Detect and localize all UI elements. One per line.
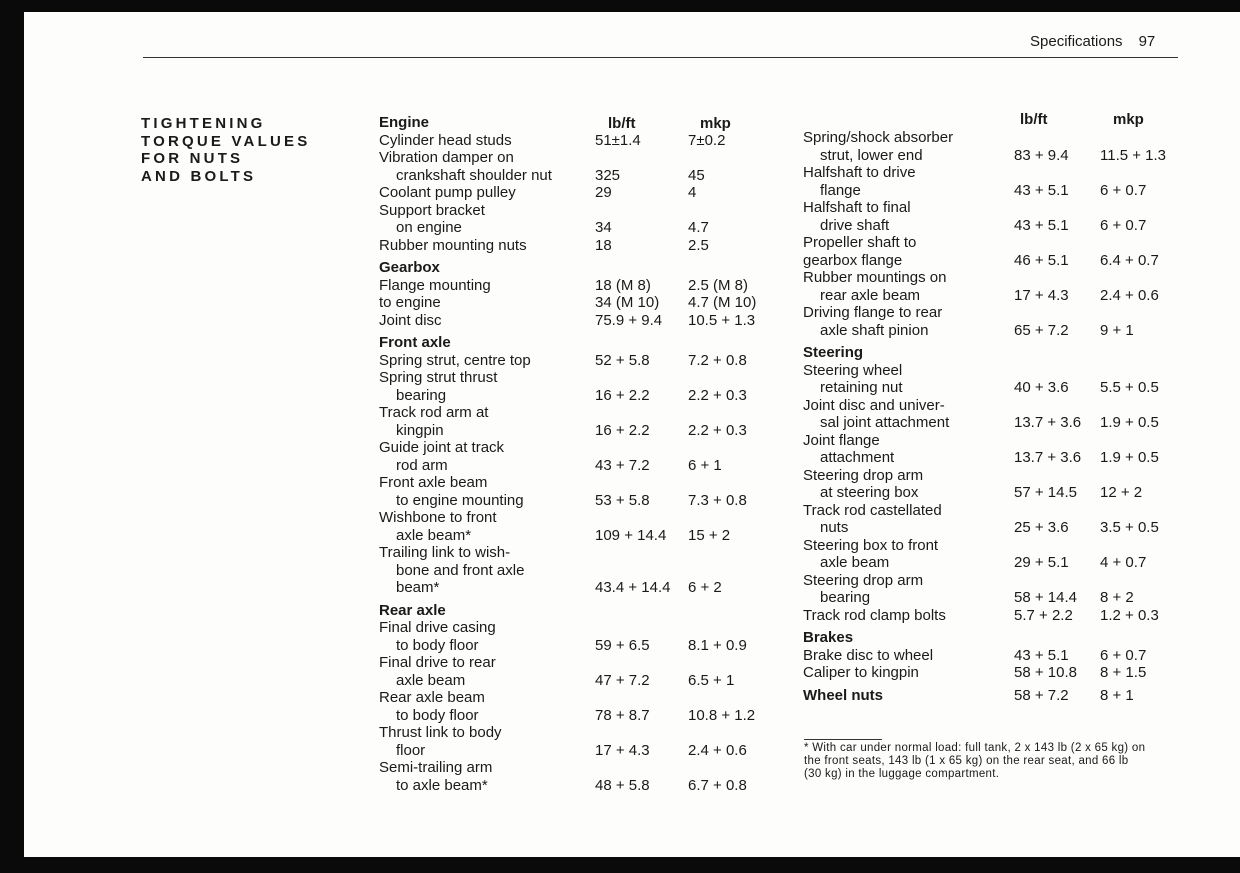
torque-row bbox=[803, 554, 1183, 572]
torque-mkp-value: 6.5 + 1 bbox=[688, 671, 735, 689]
torque-row bbox=[379, 422, 779, 440]
component-label: Rubber mountings on bbox=[803, 269, 947, 286]
group-heading: Rear axle bbox=[379, 601, 446, 619]
component-label: axle beam bbox=[396, 671, 466, 689]
torque-row bbox=[379, 132, 779, 150]
torque-row bbox=[379, 312, 779, 330]
torque-row bbox=[803, 199, 1183, 217]
component-label: Spring strut thrust bbox=[379, 369, 498, 386]
component-label: to axle beam* bbox=[396, 776, 488, 794]
torque-row bbox=[803, 449, 1183, 467]
torque-mkp-value: 4 bbox=[688, 184, 697, 201]
group-heading: Gearbox bbox=[379, 259, 440, 276]
torque-table-right bbox=[803, 129, 1183, 704]
component-label: sal joint attachment bbox=[820, 414, 950, 431]
component-label: Coolant pump pulley bbox=[379, 184, 516, 201]
torque-row bbox=[803, 234, 1183, 252]
component-label: drive shaft bbox=[820, 216, 890, 234]
torque-row bbox=[379, 619, 779, 637]
torque-row bbox=[803, 519, 1183, 537]
component-label: Steering wheel bbox=[803, 361, 903, 379]
section-title bbox=[141, 115, 310, 185]
component-label: rod arm bbox=[396, 456, 448, 474]
component-label: rear axle beam bbox=[820, 286, 921, 304]
torque-mkp-value: 7.3 + 0.8 bbox=[688, 491, 747, 509]
torque-mkp-value: 6 + 1 bbox=[688, 456, 722, 474]
torque-lbft-value: 13.7 + 3.6 bbox=[1014, 414, 1082, 431]
torque-lbft-value: 57 + 14.5 bbox=[1014, 484, 1077, 501]
torque-mkp-value: 2.5 (M 8) bbox=[688, 276, 749, 294]
torque-lbft-value: 65 + 7.2 bbox=[1014, 321, 1069, 339]
torque-row bbox=[803, 379, 1183, 397]
torque-row bbox=[379, 149, 779, 167]
torque-row bbox=[379, 707, 779, 725]
component-label: attachment bbox=[820, 449, 895, 466]
component-label: Semi-trailing arm bbox=[379, 759, 493, 776]
torque-mkp-value: 2.5 bbox=[688, 236, 709, 254]
component-label: floor bbox=[396, 741, 426, 759]
torque-row bbox=[803, 467, 1183, 485]
torque-lbft-value: 18 bbox=[595, 236, 612, 254]
footnote-rule bbox=[804, 739, 882, 740]
torque-lbft-value: 46 + 5.1 bbox=[1014, 251, 1069, 269]
torque-lbft-value: 52 + 5.8 bbox=[595, 351, 650, 369]
right-col-header-mkp: mkp bbox=[1113, 111, 1144, 128]
footnote: * With car under normal load: full tank, 2 x 143 lb (2 x 65 kg) on the front seats, 143 lb (1 x 65 kg) on the rear seat, and 66 lb (30 kg) in the luggage compartment. bbox=[804, 742, 1146, 780]
component-label: Vibration damper on bbox=[379, 149, 514, 166]
torque-mkp-value: 6.4 + 0.7 bbox=[1100, 251, 1159, 269]
component-label: Track rod clamp bolts bbox=[803, 606, 946, 624]
torque-row bbox=[803, 147, 1183, 165]
component-label: Steering box to front bbox=[803, 536, 939, 554]
torque-row bbox=[379, 759, 779, 777]
torque-row bbox=[379, 602, 779, 620]
component-label: bearing bbox=[396, 386, 447, 404]
torque-mkp-value: 2.4 + 0.6 bbox=[1100, 286, 1159, 304]
torque-mkp-value: 2.4 + 0.6 bbox=[688, 741, 747, 759]
component-label: Driving flange to rear bbox=[803, 304, 943, 321]
component-label: Propeller shaft to bbox=[803, 234, 917, 251]
component-label: strut, lower end bbox=[820, 146, 923, 164]
component-label: to engine mounting bbox=[396, 491, 524, 509]
torque-lbft-value: 29 bbox=[595, 184, 612, 201]
torque-mkp-value: 7.2 + 0.8 bbox=[688, 351, 747, 369]
torque-lbft-value: 75.9 + 9.4 bbox=[595, 311, 663, 329]
torque-row bbox=[379, 672, 779, 690]
torque-row bbox=[803, 362, 1183, 380]
component-label: Thrust link to body bbox=[379, 724, 502, 741]
component-label: bearing bbox=[820, 589, 871, 606]
component-label: Track rod castellated bbox=[803, 501, 942, 519]
component-label: Caliper to kingpin bbox=[803, 664, 919, 681]
component-label: axle beam* bbox=[396, 526, 472, 544]
component-label: Joint disc bbox=[379, 311, 442, 329]
component-label: gearbox flange bbox=[803, 251, 903, 269]
component-label: at steering box bbox=[820, 484, 919, 501]
torque-lbft-value: 325 bbox=[595, 166, 621, 184]
torque-row bbox=[379, 509, 779, 527]
section-title-line: TIGHTENING bbox=[141, 115, 266, 132]
torque-row bbox=[803, 537, 1183, 555]
torque-row bbox=[379, 114, 779, 132]
torque-row bbox=[379, 439, 779, 457]
torque-mkp-value: 15 + 2 bbox=[688, 526, 731, 544]
component-label: Spring/shock absorber bbox=[803, 129, 954, 146]
component-label: crankshaft shoulder nut bbox=[396, 166, 552, 184]
component-label: Trailing link to wish- bbox=[379, 544, 511, 561]
torque-row bbox=[379, 474, 779, 492]
torque-mkp-value: 3.5 + 0.5 bbox=[1100, 519, 1159, 536]
torque-row bbox=[803, 432, 1183, 450]
torque-lbft-value: 5.7 + 2.2 bbox=[1014, 606, 1073, 624]
component-label: Guide joint at track bbox=[379, 439, 505, 456]
component-label: bone and front axle bbox=[396, 561, 525, 579]
torque-row bbox=[803, 304, 1183, 322]
torque-mkp-value: 6 + 0.7 bbox=[1100, 646, 1147, 664]
torque-row bbox=[379, 352, 779, 370]
torque-mkp-value: 2.2 + 0.3 bbox=[688, 421, 747, 439]
torque-mkp-value: 6.7 + 0.8 bbox=[688, 776, 747, 794]
torque-row bbox=[803, 484, 1183, 502]
component-label: Wishbone to front bbox=[379, 509, 497, 526]
torque-row bbox=[803, 414, 1183, 432]
group-heading: Front axle bbox=[379, 334, 451, 351]
torque-row bbox=[803, 589, 1183, 607]
torque-mkp-value: 1.2 + 0.3 bbox=[1100, 606, 1159, 624]
running-header-title: Specifications bbox=[1030, 33, 1123, 50]
torque-mkp-value: 5.5 + 0.5 bbox=[1100, 379, 1159, 396]
component-label: Halfshaft to drive bbox=[803, 164, 916, 181]
group-heading: Wheel nuts bbox=[803, 686, 884, 704]
torque-mkp-value: 1.9 + 0.5 bbox=[1100, 449, 1159, 466]
torque-row bbox=[379, 654, 779, 672]
torque-lbft-value: 58 + 10.8 bbox=[1014, 664, 1077, 681]
component-label: Joint disc and univer- bbox=[803, 396, 945, 414]
torque-mkp-value: 1.9 + 0.5 bbox=[1100, 414, 1159, 431]
torque-mkp-value: 4.7 bbox=[688, 219, 709, 236]
torque-row bbox=[803, 687, 1183, 705]
component-label: to body floor bbox=[396, 636, 479, 654]
torque-lbft-value: 25 + 3.6 bbox=[1014, 519, 1069, 536]
component-label: Flange mounting bbox=[379, 276, 491, 294]
component-label: Joint flange bbox=[803, 431, 880, 449]
torque-row bbox=[379, 277, 779, 295]
torque-mkp-value: 45 bbox=[688, 166, 705, 184]
torque-mkp-value: 10.5 + 1.3 bbox=[688, 311, 756, 329]
page-number: 97 bbox=[1138, 33, 1156, 50]
torque-row bbox=[379, 259, 779, 277]
header-rule bbox=[143, 57, 1178, 58]
torque-lbft-value: 34 (M 10) bbox=[595, 294, 660, 311]
torque-row bbox=[803, 182, 1183, 200]
torque-row bbox=[379, 579, 779, 597]
torque-row bbox=[379, 404, 779, 422]
torque-mkp-value: 11.5 + 1.3 bbox=[1100, 146, 1167, 164]
component-label: Spring strut, centre top bbox=[379, 351, 531, 369]
component-label: Steering drop arm bbox=[803, 571, 924, 589]
component-label: Cylinder head studs bbox=[379, 131, 512, 149]
torque-row bbox=[379, 387, 779, 405]
torque-row bbox=[379, 457, 779, 475]
torque-mkp-value: 6 + 0.7 bbox=[1100, 216, 1147, 234]
torque-mkp-value: 8 + 1 bbox=[1100, 686, 1134, 704]
torque-mkp-value: 10.8 + 1.2 bbox=[688, 706, 756, 724]
torque-lbft-value: 29 + 5.1 bbox=[1014, 554, 1069, 571]
torque-mkp-value: 8 + 1.5 bbox=[1100, 664, 1147, 681]
component-label: Halfshaft to final bbox=[803, 199, 911, 216]
right-col-header-lbft: lb/ft bbox=[1020, 111, 1048, 128]
torque-mkp-value: 7±0.2 bbox=[688, 131, 726, 149]
torque-mkp-value: 4 + 0.7 bbox=[1100, 554, 1147, 571]
component-label: nuts bbox=[820, 519, 849, 536]
section-title-line: FOR NUTS bbox=[141, 150, 244, 167]
torque-row bbox=[379, 369, 779, 387]
torque-row bbox=[803, 664, 1183, 682]
torque-lbft-value: 13.7 + 3.6 bbox=[1014, 449, 1082, 466]
torque-mkp-value: 9 + 1 bbox=[1100, 321, 1134, 339]
component-label: flange bbox=[820, 181, 861, 199]
torque-row bbox=[379, 334, 779, 352]
component-label: Rear axle beam bbox=[379, 689, 485, 706]
torque-row bbox=[803, 629, 1183, 647]
component-label: retaining nut bbox=[820, 379, 903, 396]
torque-row bbox=[803, 269, 1183, 287]
torque-mkp-value: 4.7 (M 10) bbox=[688, 294, 757, 311]
torque-row bbox=[379, 742, 779, 760]
component-label: to body floor bbox=[396, 706, 479, 724]
torque-row bbox=[803, 397, 1183, 415]
torque-lbft-value: 18 (M 8) bbox=[595, 276, 651, 294]
component-label: beam* bbox=[396, 579, 440, 596]
torque-row bbox=[379, 237, 779, 255]
torque-lbft-value: 40 + 3.6 bbox=[1014, 379, 1069, 396]
torque-row bbox=[379, 637, 779, 655]
torque-row bbox=[803, 129, 1183, 147]
torque-lbft-value: 83 + 9.4 bbox=[1014, 146, 1069, 164]
component-label: Front axle beam bbox=[379, 474, 488, 491]
torque-row bbox=[803, 217, 1183, 235]
torque-table-left bbox=[379, 114, 779, 794]
torque-lbft-value: 48 + 5.8 bbox=[595, 776, 650, 794]
group-heading: Brakes bbox=[803, 629, 854, 646]
torque-lbft-value: 17 + 4.3 bbox=[1014, 286, 1069, 304]
torque-row bbox=[379, 777, 779, 795]
torque-row bbox=[803, 572, 1183, 590]
torque-row bbox=[379, 184, 779, 202]
torque-row bbox=[379, 219, 779, 237]
torque-lbft-value: 78 + 8.7 bbox=[595, 706, 650, 724]
torque-row bbox=[379, 562, 779, 580]
torque-lbft-value: 43 + 7.2 bbox=[595, 456, 650, 474]
component-label: Brake disc to wheel bbox=[803, 646, 934, 664]
torque-row bbox=[803, 344, 1183, 362]
torque-row bbox=[379, 544, 779, 562]
left-col-header-mkp: mkp bbox=[700, 115, 731, 132]
torque-lbft-value: 16 + 2.2 bbox=[595, 386, 650, 404]
component-label: Final drive casing bbox=[379, 619, 496, 636]
group-heading: Steering bbox=[803, 344, 864, 361]
component-label: Steering drop arm bbox=[803, 466, 924, 484]
torque-row bbox=[379, 294, 779, 312]
torque-row bbox=[803, 607, 1183, 625]
component-label: Final drive to rear bbox=[379, 654, 496, 671]
section-title-line: TORQUE VALUES bbox=[141, 132, 311, 150]
component-label: Rubber mounting nuts bbox=[379, 236, 527, 254]
torque-row bbox=[379, 492, 779, 510]
torque-row bbox=[803, 287, 1183, 305]
group-heading: Engine bbox=[379, 114, 430, 131]
torque-lbft-value: 43 + 5.1 bbox=[1014, 646, 1069, 664]
component-label: axle beam bbox=[820, 554, 890, 571]
torque-mkp-value: 12 + 2 bbox=[1100, 484, 1143, 501]
torque-lbft-value: 34 bbox=[595, 219, 612, 236]
torque-row bbox=[803, 252, 1183, 270]
section-title-line: AND BOLTS bbox=[141, 167, 257, 185]
torque-mkp-value: 6 + 0.7 bbox=[1100, 181, 1147, 199]
torque-row bbox=[379, 202, 779, 220]
component-label: to engine bbox=[379, 294, 441, 311]
torque-lbft-value: 43 + 5.1 bbox=[1014, 181, 1069, 199]
component-label: on engine bbox=[396, 219, 462, 236]
component-label: axle shaft pinion bbox=[820, 321, 929, 339]
torque-lbft-value: 51±1.4 bbox=[595, 131, 641, 149]
torque-lbft-value: 43 + 5.1 bbox=[1014, 216, 1069, 234]
torque-lbft-value: 58 + 7.2 bbox=[1014, 686, 1069, 704]
component-label: Track rod arm at bbox=[379, 404, 489, 421]
torque-row bbox=[803, 164, 1183, 182]
torque-lbft-value: 53 + 5.8 bbox=[595, 491, 650, 509]
torque-lbft-value: 59 + 6.5 bbox=[595, 636, 650, 654]
torque-row bbox=[379, 724, 779, 742]
torque-row bbox=[379, 167, 779, 185]
torque-lbft-value: 43.4 + 14.4 bbox=[595, 579, 671, 596]
torque-row bbox=[379, 527, 779, 545]
component-label: Support bracket bbox=[379, 201, 485, 219]
torque-lbft-value: 17 + 4.3 bbox=[595, 741, 650, 759]
torque-mkp-value: 8.1 + 0.9 bbox=[688, 636, 747, 654]
torque-row bbox=[803, 322, 1183, 340]
torque-lbft-value: 109 + 14.4 bbox=[595, 526, 667, 544]
torque-lbft-value: 47 + 7.2 bbox=[595, 671, 650, 689]
torque-mkp-value: 8 + 2 bbox=[1100, 589, 1134, 606]
torque-mkp-value: 6 + 2 bbox=[688, 579, 722, 596]
torque-lbft-value: 16 + 2.2 bbox=[595, 421, 650, 439]
component-label: kingpin bbox=[396, 421, 444, 439]
left-col-header-lbft: lb/ft bbox=[608, 115, 636, 132]
torque-lbft-value: 58 + 14.4 bbox=[1014, 589, 1077, 606]
torque-mkp-value: 2.2 + 0.3 bbox=[688, 386, 747, 404]
running-header bbox=[1030, 33, 1180, 50]
torque-row bbox=[379, 689, 779, 707]
torque-row bbox=[803, 647, 1183, 665]
torque-row bbox=[803, 502, 1183, 520]
